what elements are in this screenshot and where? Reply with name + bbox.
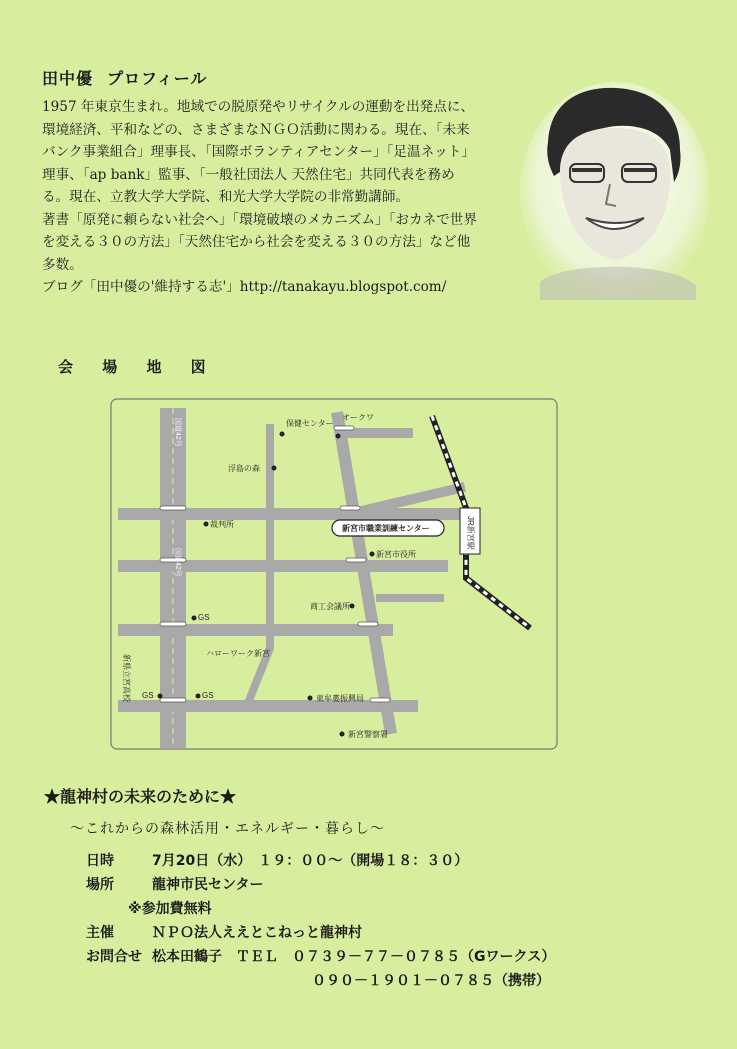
profile-name: 田中優 — [42, 69, 94, 88]
contact-label: お問合せ — [86, 949, 142, 965]
route-42-road — [160, 408, 186, 748]
label-gs-2: GS — [142, 691, 154, 700]
portrait-photo — [520, 72, 708, 300]
datetime-value: 7月20日（水） １９：００～（開場１８：３０） — [152, 853, 469, 869]
profile-books: 著書「原発に頼らない社会へ」「環境破壊のメカニズム」「おカネで世界を変える３０の方法」「天然住宅から社会を変える３０の方法」など他多数。 — [42, 211, 477, 273]
profile-blog: ブログ「田中優の'維持する志'」http://tanakayu.blogspot.com/ — [42, 279, 447, 295]
host-row — [86, 922, 362, 942]
event-subtitle: ～これからの森林活用・エネルギー・暮らし～ — [70, 821, 385, 837]
label-okuwa: オークワ — [342, 413, 374, 422]
host-label: 主催 — [86, 925, 114, 941]
place-label: 場所 — [86, 877, 114, 893]
label-hoken-center: 保健センター — [286, 419, 334, 428]
contact-mobile: ０９０－１９０１－０７８５（携帯） — [312, 973, 550, 989]
profile-heading-label: プロフィール — [107, 69, 208, 88]
profile-bio: 1957 年東京生まれ。地域での脱原発やリサイクルの運動を出発点に、環境経済、平和などの、さまざまなＮＧＯ活動に関わる。現在、「未来バンク事業組合」理事長、「国際ボランティアセンター」「足温ネット」理事、「ap bank」監事、「一般社団法人 天然住宅」共同代表を務める。現在、立教大学大学院、和光大学大学院の非常勤講師。 — [42, 99, 475, 205]
label-route-42-north: 国道42号 — [174, 418, 181, 447]
label-gs-1: GS — [198, 613, 210, 622]
venue-map — [110, 398, 558, 750]
datetime-row — [86, 850, 468, 870]
label-venue: 新宮市職業訓練センター — [342, 524, 430, 533]
label-police: 新宮警察署 — [348, 730, 388, 739]
label-shoko: 商工会議所 — [310, 602, 350, 611]
label-tosho: 東牟婁振興局 — [316, 694, 364, 703]
contact-value: 松本田鶴子 ＴＥＬ ０７３９－７７－０７８５（Gワークス） — [152, 949, 556, 965]
label-ukishima: 浮島の森 — [228, 464, 260, 473]
place-value: 龍神市民センター — [152, 877, 264, 893]
profile-heading — [42, 66, 207, 89]
label-city-hall: 新宮市役所 — [376, 550, 416, 559]
label-saibansho: 裁判所 — [210, 520, 234, 529]
label-hellowork: ハローワーク新宮 — [206, 649, 270, 658]
host-value: ＮＰＯ法人ええとこねっと龍神村 — [152, 925, 362, 941]
contact-row — [86, 946, 555, 966]
map-title: 会 場 地 図 — [58, 358, 218, 376]
fee-note: ※参加費無料 — [128, 901, 212, 917]
profile-body — [42, 96, 480, 299]
label-kenritsu: 新県立宮高校 — [122, 654, 131, 702]
event-title: ★龍神村の未来のために★ — [44, 787, 237, 806]
place-row — [86, 874, 263, 894]
label-gs-3: GS — [202, 691, 214, 700]
label-station: JR新宮駅 — [466, 516, 475, 550]
datetime-label: 日時 — [86, 853, 114, 869]
label-route-42-south: 国道42号 — [174, 548, 181, 577]
